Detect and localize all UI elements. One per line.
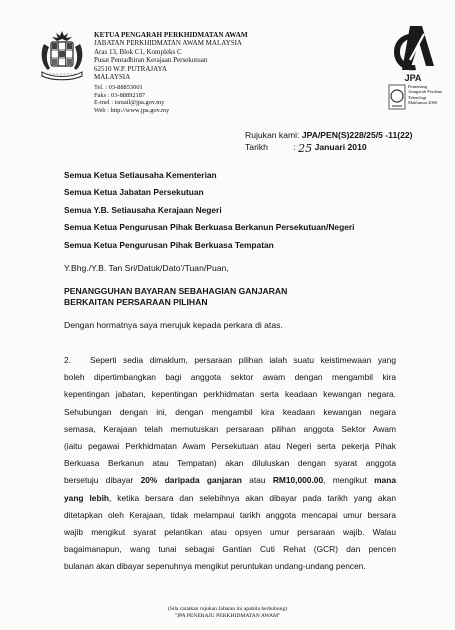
date-value: Januari 2010 [314, 142, 367, 152]
date-separator: : [293, 142, 296, 152]
org-line-5: 62510 W.P. PUTRAJAYA [94, 64, 167, 73]
award-line-2: Anugerah Perdana [408, 89, 443, 95]
paragraph-line: Sehubungan dengan ini, dengan mengambil kira keadaan kewangan negara [64, 406, 396, 417]
paragraph-number: 2. [64, 355, 71, 365]
paragraph-line: ditetapkan oleh Kerajaan, tidak melampaui tarikh anggota mencapai umur bersara [64, 509, 396, 520]
contact-web: Web : http://www.jpa.gov.my [94, 106, 170, 114]
coat-of-arms-icon [36, 28, 88, 82]
bold-amount-rm: RM10,000.00 [272, 475, 324, 486]
paragraph-line [64, 352, 396, 369]
letterhead-contacts [94, 84, 169, 114]
paragraph-line: boleh dipertimbangkan bagi anggota sektor awam dengan mengambil kira [64, 372, 396, 383]
paragraph-line [64, 490, 396, 507]
page-footer [0, 606, 455, 620]
recipient-item: Semua Ketua Jabatan Persekutuan [64, 187, 204, 198]
reference-value: JPA/PEN(S)228/25/5 -11(22) [301, 130, 413, 140]
recipients-list [64, 167, 354, 254]
opening-sentence: Dengan hormatnya saya merujuk kepada perkara di atas. [64, 320, 283, 330]
contact-fax: Faks : 03-88892187 [94, 91, 146, 99]
paragraph-line: (iaitu pegawai Perkhidmatan Awam Persekutuan atau Negeri serta pekerja Pihak [64, 440, 396, 451]
award-caption [408, 84, 442, 105]
reference-label: Rujukan kami: [245, 130, 300, 140]
reference-line [245, 130, 413, 141]
paragraph-line: Berkuasa Berkanun atau Tempatan) akan diluluskan dengan syarat anggota [64, 458, 396, 469]
paragraph-text: , ketika bersara dan selebihnya akan dibayar pada tarikh yang akan [109, 492, 397, 503]
org-line-2: JABATAN PERKHIDMATAN AWAM MALAYSIA [94, 39, 242, 48]
jpa-logo-icon [388, 22, 438, 84]
recipient-item: Semua Ketua Pengurusan Pihak Berkuasa Berkanun Persekutuan/Negeri [64, 222, 355, 233]
paragraph-line [64, 472, 396, 489]
footer-note: (Sila catatkan rujukan Jabatan ini apabila berhubung) [167, 606, 288, 612]
date-day-handwritten: 25 [298, 142, 313, 155]
recipient-item: Semua Y.B. Setiausaha Kerajaan Negeri [64, 204, 222, 215]
paragraph-line: semasa, Kerajaan telah memutuskan persaraan pilihan anggota Sektor Awam [64, 423, 396, 434]
recipient-item: Semua Ketua Pengurusan Pihak Berkuasa Tempatan [64, 239, 274, 250]
org-line-1: KETUA PENGARAH PERKHIDMATAN AWAM [94, 31, 248, 39]
award-line-4: Maklumat 2000 [408, 99, 438, 105]
letterhead-address [94, 31, 248, 81]
award-line-1: Pemenang [408, 84, 428, 89]
org-line-4: Pusat Pentadbiran Kerajaan Persekutuan [94, 56, 208, 65]
bold-phrase: yang lebih [64, 492, 110, 503]
paragraph-line: kepentingan jabatan, kepentingan perkhidmatan serta keadaan kewangan negara. [64, 389, 396, 400]
subject-heading [64, 286, 287, 308]
paragraph-text: bersetuju dibayar [64, 475, 141, 486]
bold-phrase: mana [374, 475, 396, 486]
paragraph-text: atau [241, 475, 273, 486]
award-line-3: Teknologi [408, 94, 427, 100]
date-line [245, 141, 367, 153]
org-line-3: Aras 13, Blok C1, Kompleks C [94, 47, 182, 56]
salutation: Y.Bhg./Y.B. Tan Sri/Datuk/Dato'/Tuan/Puan, [64, 263, 229, 273]
paragraph-line: wajib mengikut syarat pelantikan atau opsyen umur persaraan wajib. Walau [64, 526, 396, 537]
paragraph-line: bagaimanapun, wang tunai sebagai Gantian Cuti Rehat (GCR) dan pencen [64, 544, 396, 555]
paragraph-2 [64, 352, 396, 575]
subject-line-2: BERKAITAN PERSARAAN PILIHAN [64, 297, 208, 307]
footer-motto: "JPA PENERAJU PERKHIDMATAN AWAM" [174, 613, 281, 619]
recipient-item: Semua Ketua Setiausaha Kementerian [64, 170, 217, 180]
paragraph-text: , mengikut [323, 475, 375, 486]
contact-tel: Tel. : 03-88853001 [94, 84, 143, 91]
paragraph-text: Seperti sedia dimaklum, persaraan pilihan ialah suatu keistimewaan yang [90, 355, 396, 365]
bold-amount-percent: 20% daripada ganjaran [140, 475, 242, 486]
subject-line-1: PENANGGUHAN BAYARAN SEBAHAGIAN GANJARAN [64, 286, 288, 296]
org-line-6: MALAYSIA [94, 73, 131, 82]
paragraph-line: bulanan akan dibayar sepenuhnya mengikut peruntukan undang-undang pencen. [64, 561, 366, 572]
date-label: Tarikh [245, 142, 268, 152]
contact-email: E-mel : ismail@jpa.gov.my [94, 99, 165, 107]
jpa-logo-label: JPA [404, 73, 422, 83]
